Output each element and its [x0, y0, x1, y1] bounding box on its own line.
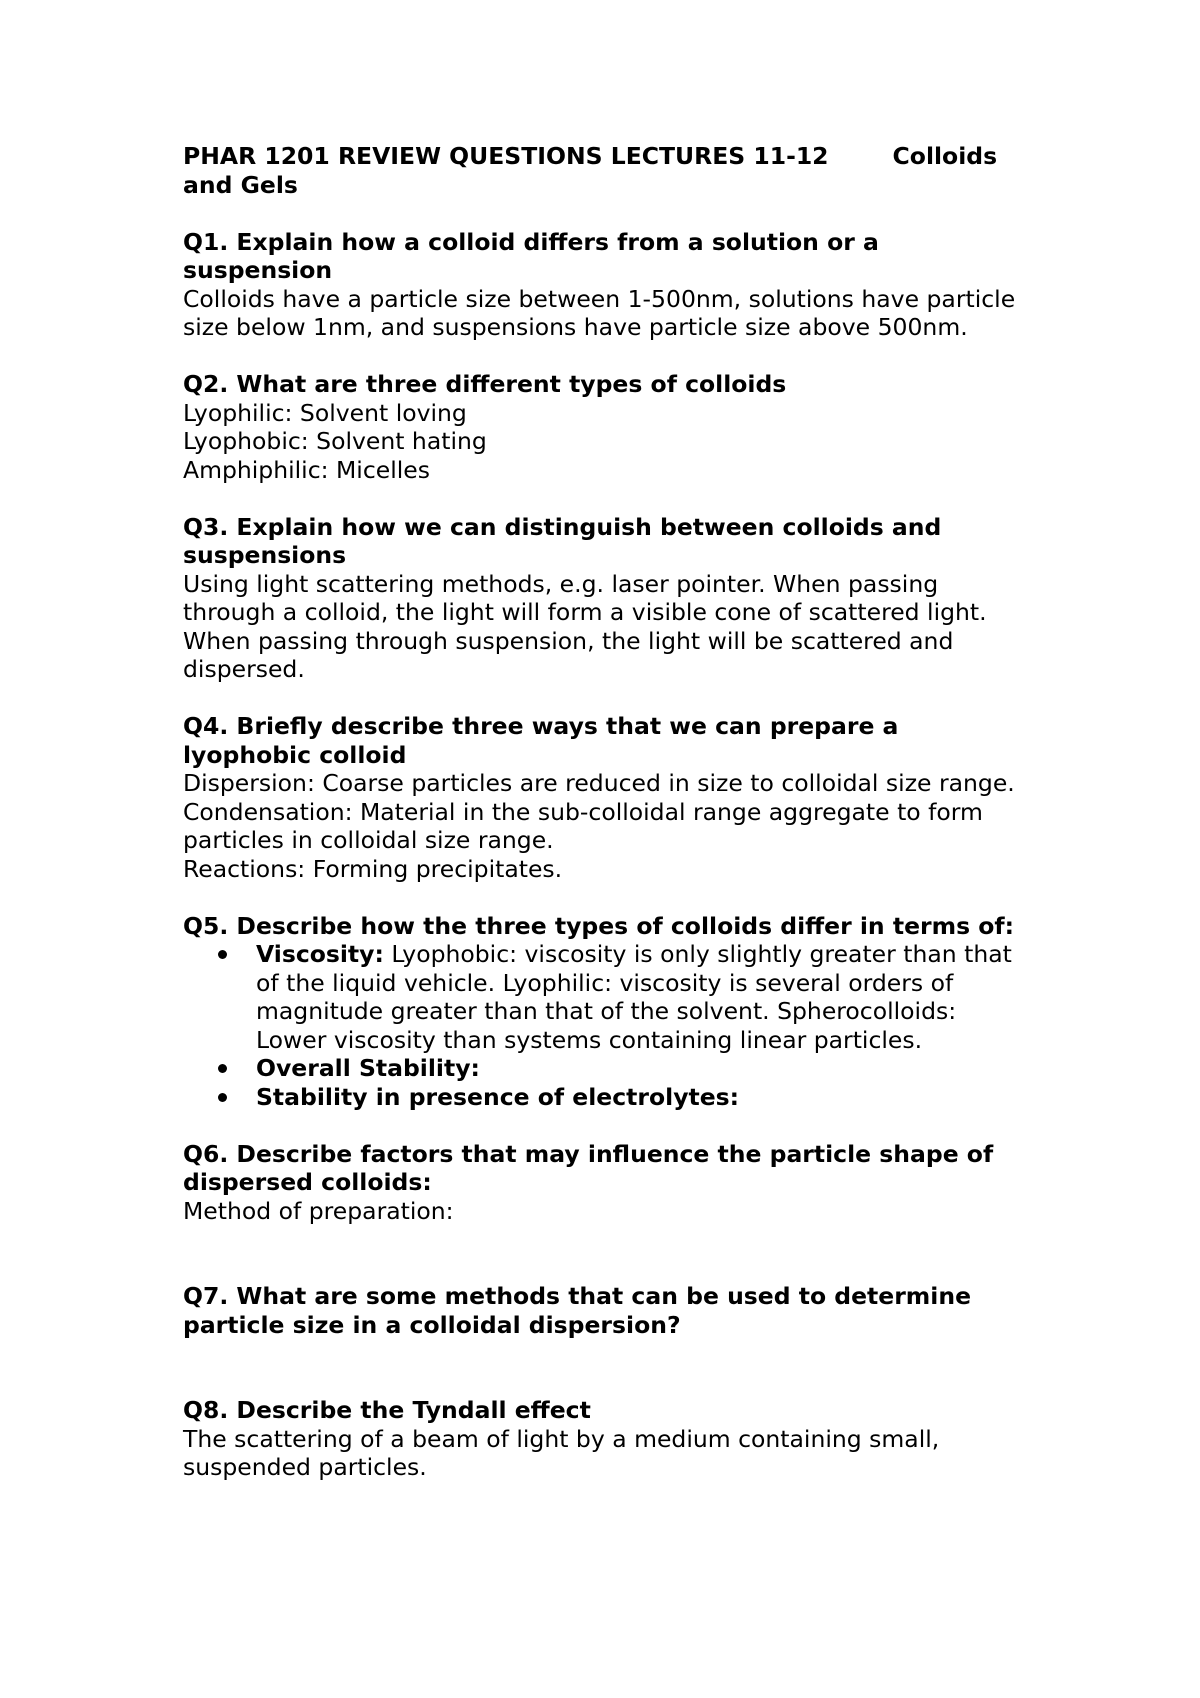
question-5-text: Q5. Describe how the three types of colloids differ in terms of: [183, 911, 1015, 940]
bullet-item [183, 940, 1023, 1054]
bullet-text: Lyophobic: viscosity is only slightly greater than that of the liquid vehicle. Lyophilic: viscosity is several orders of magnitude greater than that of the solvent. Spherocolloids: Lower viscosity than systems containing linear particles. [256, 940, 1012, 1054]
bullet-label: Viscosity: [256, 940, 384, 968]
document-page [183, 142, 1023, 1482]
question-8 [183, 1396, 1023, 1482]
answer-4-line: Reactions: Forming precipitates. [183, 854, 563, 883]
bullet-label: Stability in presence of electrolytes: [256, 1082, 740, 1111]
question-3-text: Q3. Explain how we can distinguish between colloids and suspensions [183, 512, 942, 569]
bullet-icon [218, 950, 227, 959]
question-7-text: Q7. What are some methods that can be used to determine particle size in a colloidal dispersion? [183, 1282, 972, 1339]
document-title [183, 142, 1023, 199]
title-right: Colloids [892, 142, 998, 170]
answer-3-text: Using light scattering methods, e.g. laser pointer. When passing through a colloid, the light will form a visible cone of scattered light. When passing through suspension, the light will be scattered and dispersed. [183, 569, 987, 683]
answer-4-line: Dispersion: Coarse particles are reduced in size to colloidal size range. [183, 769, 1015, 797]
question-5 [183, 912, 1023, 1112]
title-line2: and Gels [183, 170, 298, 199]
question-4 [183, 712, 1023, 883]
question-1 [183, 228, 1023, 342]
answer-6-text: Method of preparation: [183, 1196, 454, 1225]
question-7 [183, 1282, 1023, 1339]
question-1-text: Q1. Explain how a colloid differs from a solution or a suspension [183, 227, 879, 284]
question-6 [183, 1140, 1023, 1226]
question-5-bullets [183, 940, 1023, 1111]
answer-2-line: Lyophobic: Solvent hating [183, 427, 487, 455]
answer-2-line: Lyophilic: Solvent loving [183, 398, 467, 427]
question-4-text: Q4. Briefly describe three ways that we can prepare a lyophobic colloid [183, 712, 899, 769]
question-8-text: Q8. Describe the Tyndall effect [183, 1396, 591, 1424]
question-2-text: Q2. What are three different types of colloids [183, 370, 787, 398]
question-6-text: Q6. Describe factors that may influence the particle shape of dispersed colloids: [183, 1139, 994, 1196]
question-2 [183, 370, 1023, 484]
bullet-item [183, 1054, 1023, 1083]
question-3 [183, 513, 1023, 684]
answer-4-line: Condensation: Material in the sub-colloidal range aggregate to form particles in colloidal size range. [183, 797, 983, 854]
answer-8-text: The scattering of a beam of light by a medium containing small, suspended particles. [183, 1424, 940, 1481]
bullet-icon [218, 1093, 227, 1102]
title-left: PHAR 1201 REVIEW QUESTIONS LECTURES 11-12 [183, 142, 829, 170]
answer-1-text: Colloids have a particle size between 1-500nm, solutions have particle size below 1nm, and suspensions have particle size above 500nm. [183, 284, 1016, 341]
bullet-icon [218, 1064, 227, 1073]
bullet-item [183, 1083, 1023, 1112]
bullet-label: Overall Stability: [256, 1054, 480, 1082]
answer-2-line: Amphiphilic: Micelles [183, 455, 430, 484]
